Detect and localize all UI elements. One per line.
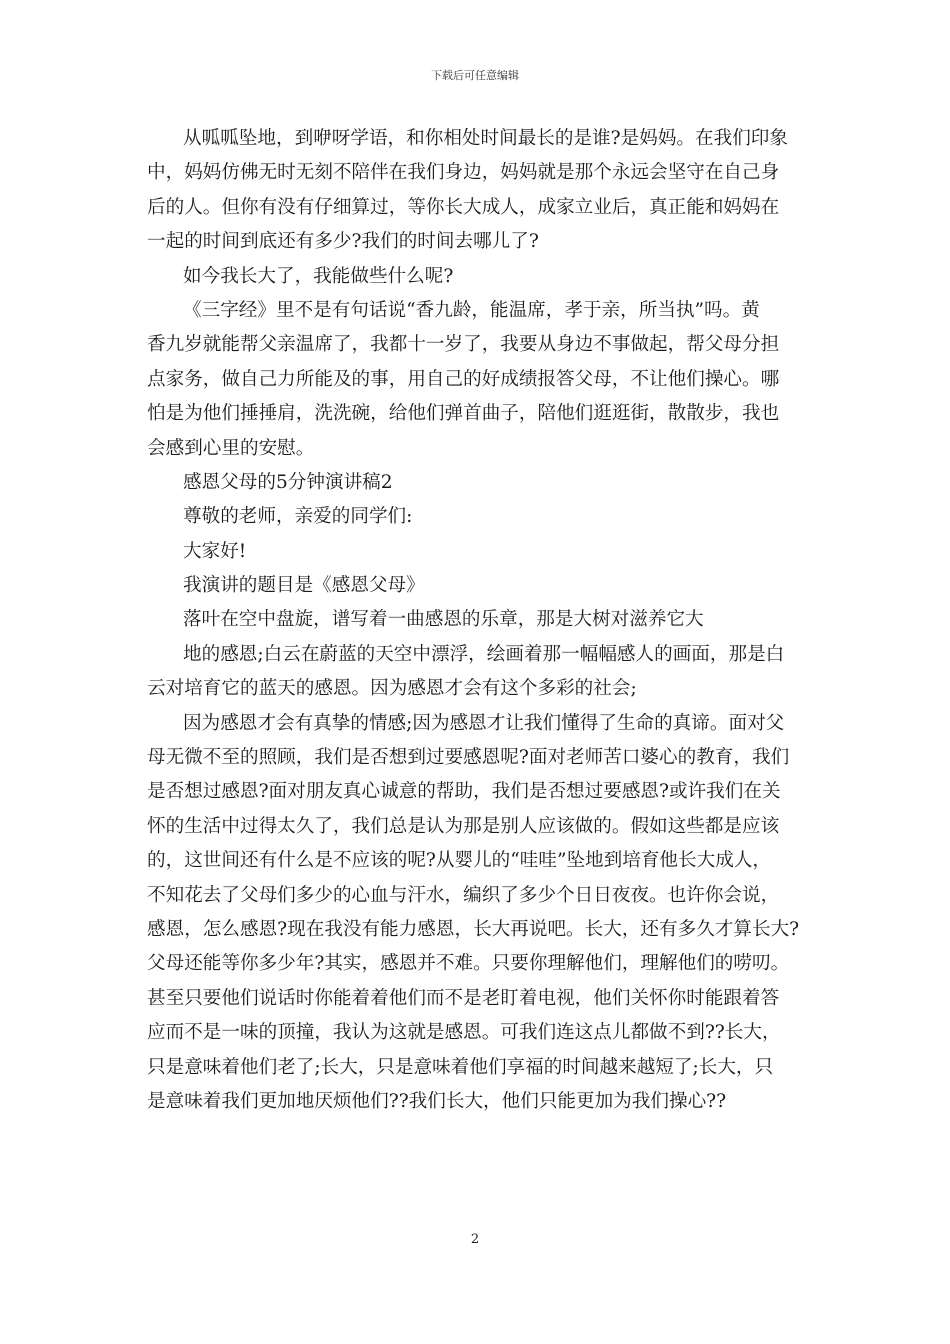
paragraph xyxy=(147,500,807,534)
text-line: 因为感恩才会有真挚的情感;因为感恩才让我们懂得了生命的真谛。面对父 xyxy=(183,712,785,734)
paragraph xyxy=(147,569,807,603)
paragraph xyxy=(147,294,807,466)
text-line: 应而不是一味的顶撞，我认为这就是感恩。可我们连这点儿都做不到??长大， xyxy=(147,1022,781,1044)
paragraph xyxy=(147,707,807,1120)
text-line: 父母还能等你多少年?其实，感恩并不难。只要你理解他们，理解他们的唠叨。 xyxy=(147,953,790,975)
text-line: 从呱呱坠地，到咿呀学语，和你相处时间最长的是谁?是妈妈。在我们印象 xyxy=(183,128,788,149)
text-line: 大家好! xyxy=(183,540,247,562)
text-line: 云对培育它的蓝天的感恩。因为感恩才会有这个多彩的社会; xyxy=(147,678,637,700)
text-line: 母无微不至的照顾，我们是否想到过要感恩呢?面对老师苦口婆心的教育，我们 xyxy=(147,747,790,769)
paragraph xyxy=(147,638,807,707)
paragraph xyxy=(147,603,807,637)
text-line: 甚至只要他们说话时你能着着他们而不是老盯着电视，他们关怀你时能跟着答 xyxy=(147,987,780,1009)
text-line: 落叶在空中盘旋，谱写着一曲感恩的乐章，那是大树对滋养它大 xyxy=(183,609,704,631)
text-line: 怕是为他们捶捶肩，洗洗碗，给他们弹首曲子，陪他们逛逛街，散散步，我也 xyxy=(147,403,780,425)
text-line: 尊敬的老师，亲爱的同学们: xyxy=(183,506,413,528)
text-line: 一起的时间到底还有多少?我们的时间去哪儿了? xyxy=(147,231,539,253)
paragraph xyxy=(147,535,807,569)
text-line: 如今我长大了，我能做些什么呢? xyxy=(183,265,454,287)
text-line: 地的感恩;白云在蔚蓝的天空中漂浮，绘画着那一幅幅感人的画面，那是白 xyxy=(183,643,785,665)
text-line: 中，妈妈仿佛无时无刻不陪伴在我们身边，妈妈就是那个永远会坚守在自己身 xyxy=(147,162,780,184)
text-line: 感恩，怎么感恩?现在我没有能力感恩，长大再说吧。长大，还有多久才算长大? xyxy=(147,918,800,940)
text-line: 是意味着我们更加地厌烦他们??我们长大，他们只能更加为我们操心?? xyxy=(147,1090,727,1112)
paragraph xyxy=(147,122,807,260)
text-line: 是否想过感恩?面对朋友真心诚意的帮助，我们是否想过要感恩?或许我们在关 xyxy=(147,781,781,803)
text-line: 只是意味着他们老了;长大，只是意味着他们享福的时间越来越短了;长大，只 xyxy=(147,1056,774,1078)
text-line: 怀的生活中过得太久了，我们总是认为那是别人应该做的。假如这些都是应该 xyxy=(147,815,780,837)
text-line: 后的人。但你有没有仔细算过，等你长大成人，成家立业后，真正能和妈妈在 xyxy=(147,196,780,218)
text-line: 的，这世间还有什么是不应该的呢?从婴儿的“哇哇”坠地到培育他长大成人， xyxy=(147,850,771,872)
page-header: 下载后可任意编辑 xyxy=(431,69,519,82)
paragraph xyxy=(147,260,807,294)
paragraph xyxy=(147,466,807,500)
text-line: 点家务，做自己力所能及的事，用自己的好成绩报答父母，不让他们操心。哪 xyxy=(147,368,780,390)
page-number: 2 xyxy=(470,1232,480,1247)
text-line: 《三字经》里不是有句话说“香九龄，能温席，孝于亲，所当执”吗。黄 xyxy=(183,299,760,321)
text-line: 不知花去了父母们多少的心血与汗水，编织了多少个日日夜夜。也许你会说， xyxy=(147,884,780,906)
text-line: 我演讲的题目是《感恩父母》 xyxy=(183,575,425,597)
text-line: 香九岁就能帮父亲温席了，我都十一岁了，我要从身边不事做起，帮父母分担 xyxy=(147,334,780,356)
text-line: 会感到心里的安慰。 xyxy=(147,437,315,459)
document-body xyxy=(147,122,807,1119)
text-line: 感恩父母的5分钟演讲稿2 xyxy=(183,471,393,493)
